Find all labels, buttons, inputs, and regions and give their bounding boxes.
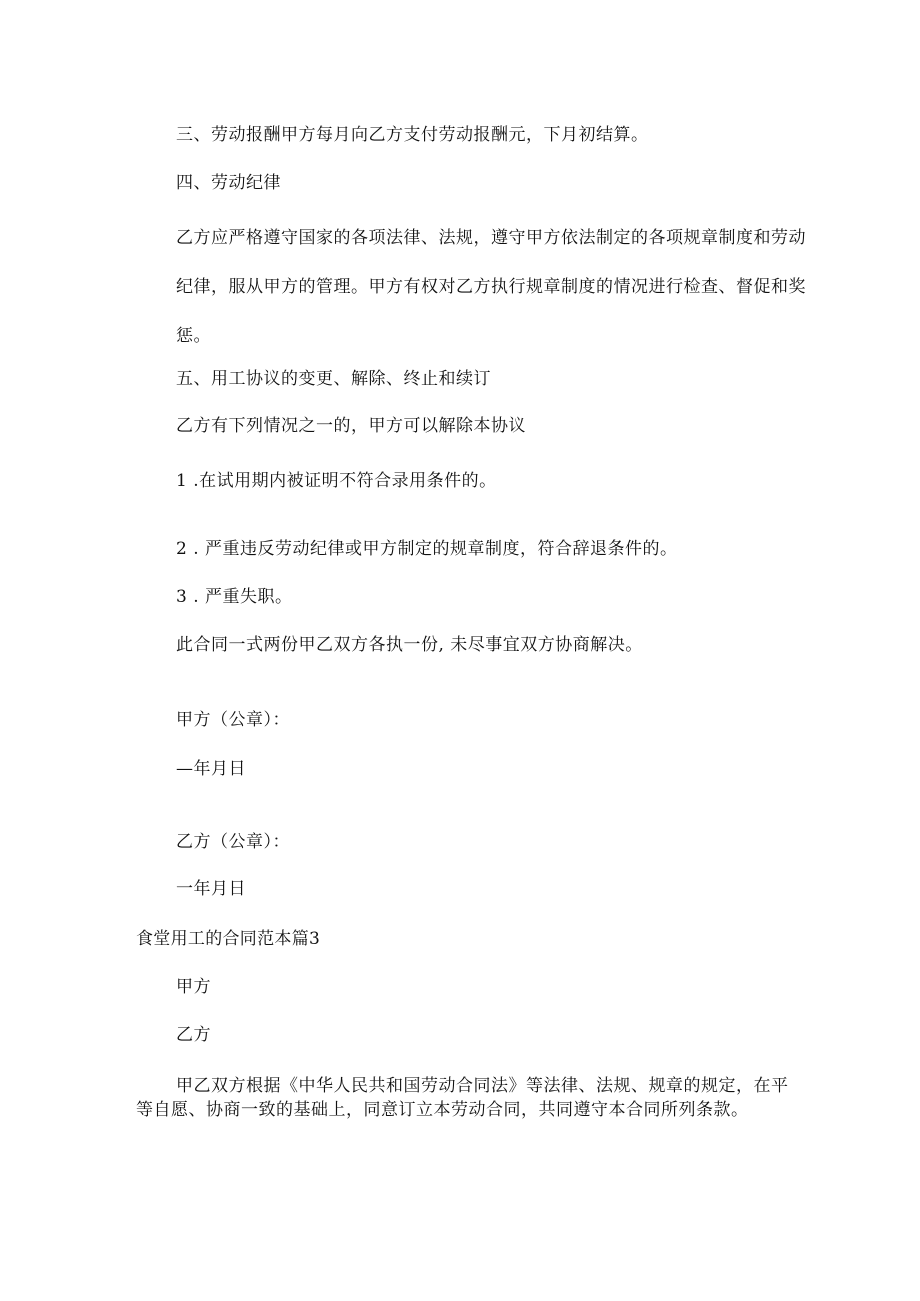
- party-a-label: 甲方: [176, 977, 211, 997]
- clause-5-item-2: 2 . 严重违反劳动纪律或甲方制定的规章制度，符合辞退条件的。: [176, 539, 678, 559]
- section-title: 食堂用工的合同范本篇3: [136, 929, 321, 949]
- clause-5-item-3: 3 . 严重失职。: [176, 587, 293, 607]
- clause-4-body: 乙方应严格遵守国家的各项法律、法规，遵守甲方依法制定的各项规章制度和劳动纪律，服从甲方的管理。甲方有权对乙方执行规章制度的情况进行检查、督促和奖惩。: [176, 228, 806, 346]
- party-b-seal: 乙方（公章）：: [176, 832, 290, 852]
- clause-5-intro: 乙方有下列情况之一的，甲方可以解除本协议: [176, 416, 526, 436]
- party-b-label: 乙方: [176, 1025, 211, 1045]
- contract-intro-paragraph: 甲乙双方根据《中华人民共和国劳动合同法》等法律、法规、规章的规定，在平等自愿、协商一致的基础上，同意订立本劳动合同，共同遵守本合同所列条款。: [136, 1076, 789, 1120]
- party-a-seal: 甲方（公章）：: [176, 710, 290, 730]
- clause-5-heading: 五、用工协议的变更、解除、终止和续订: [176, 369, 491, 389]
- closing-statement: 此合同一式两份甲乙双方各执一份, 未尽事宜双方协商解决。: [176, 635, 643, 655]
- party-a-date: —年月日: [176, 759, 246, 779]
- clause-5-item-1: 1 .在试用期内被证明不符合录用条件的。: [176, 471, 497, 491]
- clause-4-heading: 四、劳动纪律: [176, 173, 281, 193]
- clause-3-remuneration: 三、劳动报酬甲方每月向乙方支付劳动报酬元，下月初结算。: [176, 125, 649, 145]
- party-b-date: 一年月日: [176, 879, 246, 899]
